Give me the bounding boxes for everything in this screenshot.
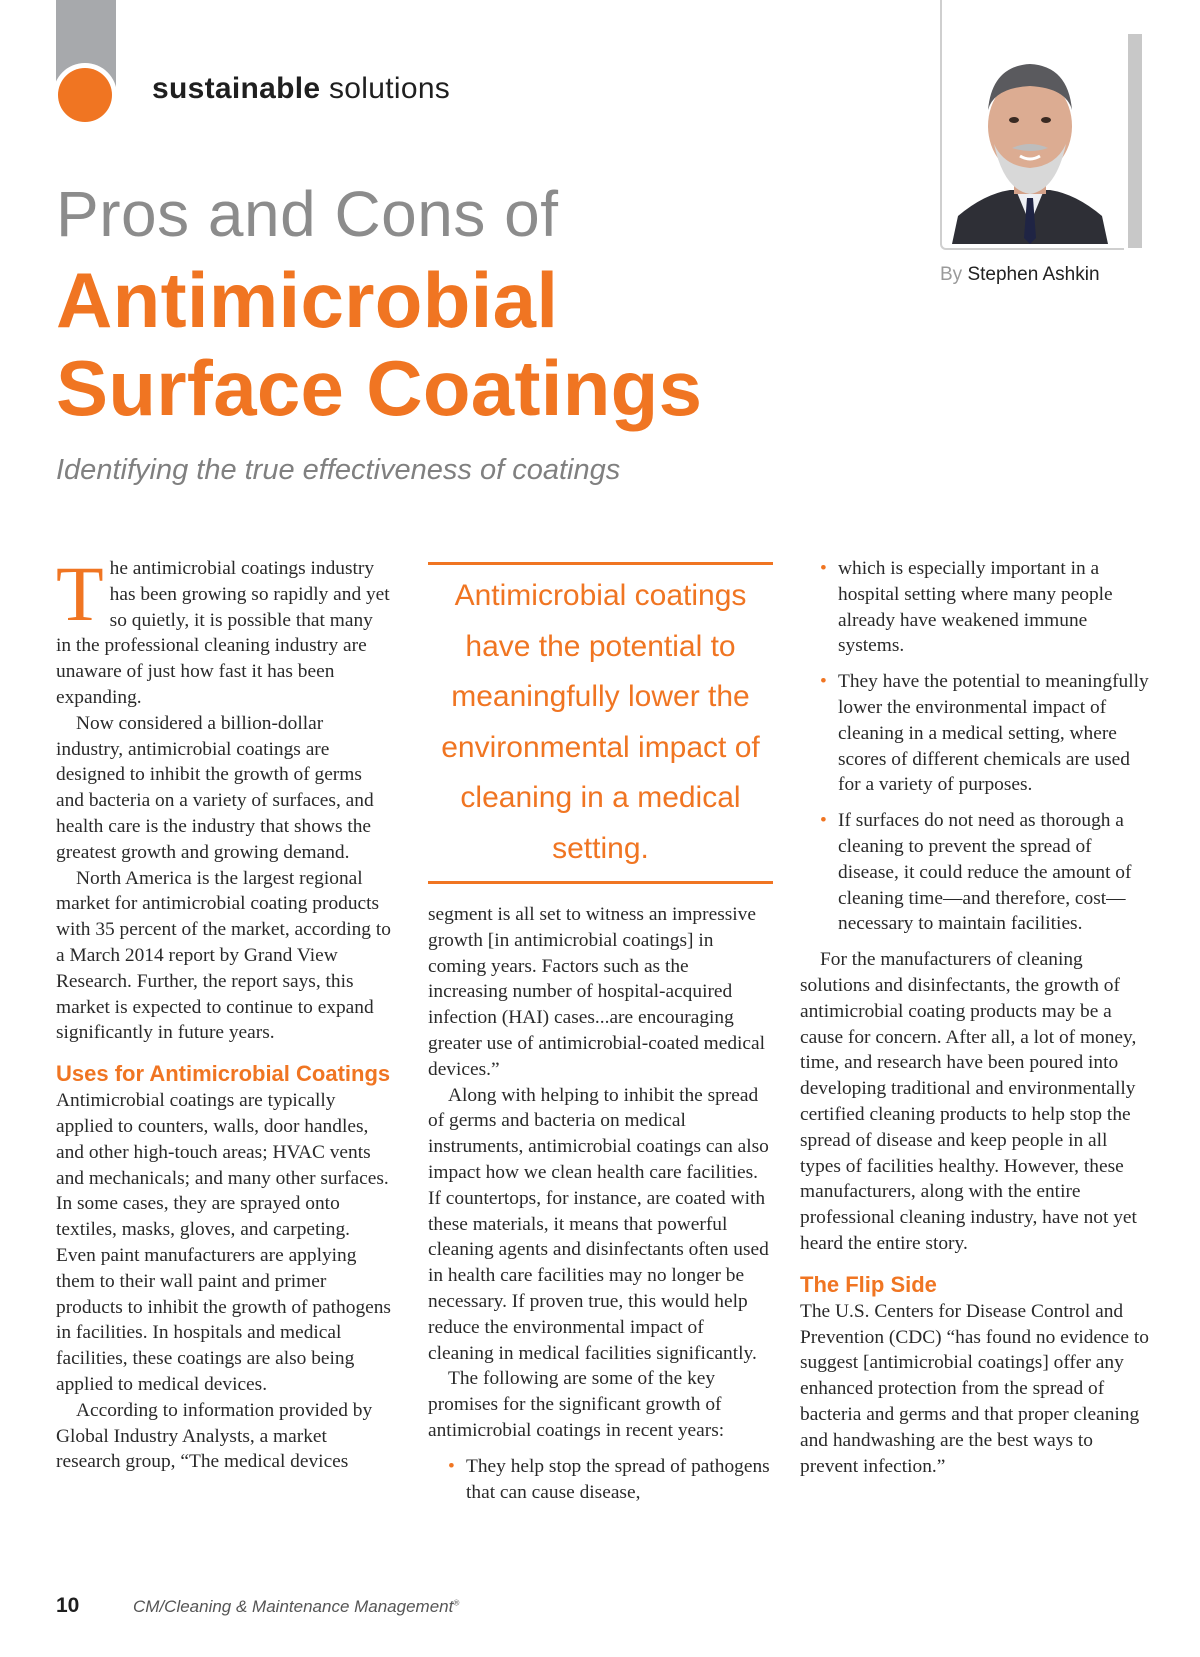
intro-paragraph	[56, 550, 392, 711]
author-photo	[944, 48, 1116, 244]
publication-title: CM/Cleaning & Maintenance Management	[133, 1597, 454, 1616]
body-paragraph: segment is all set to witness an impressive growth [in antimicrobial coatings] in coming years. Factors such as the increasing number of hospital-acquired infection (HAI) cases...are encouraging greater use of antimicrobial-coated medical devices.”	[428, 904, 766, 1080]
intro-text: he antimicrobial coatings industry has been growing so rapidly and yet so quietly, it is possible that many in the professional cleaning industry are unaware of just how fast it has been expanding.	[56, 558, 390, 708]
promises-list	[800, 669, 1150, 798]
body-paragraph: Antimicrobial coatings are typically applied to counters, walls, door handles, and other high-touch areas; HVAC vents and mechanicals; and many other surfaces. In some cases, they are sprayed onto textiles, masks, gloves, and carpeting. Even paint manufacturers are applying them to their wall paint and primer products to inhibit the growth of pathogens in facilities. In hospitals and medical facilities, these coatings are also being applied to medical devices.	[56, 1090, 391, 1395]
article-column-2	[428, 902, 773, 1505]
list-item: • They have the potential to meaningfully lower the environmental impact of cleaning in a medical setting, where scores of different chemicals are used for a variety of purposes.	[800, 669, 1150, 798]
drop-cap: T	[56, 550, 104, 637]
subheading-uses: Uses for Antimicrobial Coatings	[56, 1061, 391, 1087]
byline	[940, 264, 1100, 286]
list-item-text: which is especially important in a hospital setting where many people already have weakened immune systems.	[838, 558, 1113, 657]
subheading-flip-side: The Flip Side	[800, 1271, 937, 1297]
section-label-bold: sustainable	[152, 72, 321, 105]
body-paragraph: The U.S. Centers for Disease Control and Prevention (CDC) “has found no evidence to suggest [antimicrobial coatings] offer any enhanced protection from the spread of bacteria and germs and that proper cleaning and handwashing are the best ways to prevent infection.”	[800, 1300, 1149, 1477]
body-paragraph: The following are some of the key promises for the significant growth of antimicrobial coatings in recent years:	[428, 1368, 725, 1441]
section-dot-icon	[58, 68, 112, 122]
promises-list	[800, 808, 1150, 937]
publication-name	[133, 1597, 459, 1617]
list-item-continued	[800, 556, 1150, 659]
body-paragraph: For the manufacturers of cleaning solutions and disinfectants, the growth of antimicrobial coating products may be a cause for concern. After all, a lot of money, time, and research have been poured into developing traditional and environmentally certified cleaning products to help stop the spread of disease and keep people in all types of facilities healthy. However, these manufacturers, along with the entire professional cleaning industry, have not yet heard the entire story.	[800, 949, 1137, 1254]
byline-author: Stephen Ashkin	[967, 264, 1100, 285]
registered-mark: ®	[453, 1598, 460, 1608]
list-item: • They help stop the spread of pathogens that can cause disease,	[428, 1454, 773, 1506]
promises-list	[428, 1454, 773, 1506]
promises-list-continued	[800, 556, 1150, 659]
pull-quote: Antimicrobial coatings have the potential to meaningfully lower the environmental impact of cleaning in a medical setting.	[428, 562, 773, 884]
body-paragraph: According to information provided by Global Industry Analysts, a market research group, “The medical devices	[56, 1399, 373, 1473]
section-label	[152, 72, 450, 106]
article-column-3	[800, 556, 1150, 1479]
title-line-1: Pros and Cons of	[56, 178, 559, 250]
article-column-1	[56, 550, 392, 1475]
headline	[56, 256, 702, 432]
title-line-2: Antimicrobial	[56, 256, 559, 344]
section-label-rest: solutions	[329, 72, 451, 105]
photo-frame-strip	[1128, 34, 1142, 248]
list-item: • If surfaces do not need as thorough a cleaning to prevent the spread of disease, it could reduce the amount of cleaning time—and therefore, cost—necessary to maintain facilities.	[800, 808, 1150, 937]
body-paragraph: Now considered a billion-dollar industry, antimicrobial coatings are designed to inhibit the growth of germs and bacteria on a variety of surfaces, and health care is the industry that shows the greatest growth and growing demand.	[56, 712, 374, 863]
body-paragraph: North America is the largest regional market for antimicrobial coating products with 35 percent of the market, according to a March 2014 report by Grand View Research. Further, the report says, this market is expected to continue to expand significantly in future years.	[56, 867, 391, 1044]
title-line-3: Surface Coatings	[56, 344, 703, 432]
body-paragraph: Along with helping to inhibit the spread of germs and bacteria on medical instruments, antimicrobial coatings can also impact how we clean health care facilities. If countertops, for instance, are coated with these materials, it means that powerful cleaning agents and disinfectants often used in health care facilities may no longer be necessary. If proven true, this would help reduce the environmental impact of cleaning in medical facilities significantly.	[428, 1084, 769, 1364]
subtitle: Identifying the true effectiveness of coatings	[56, 454, 621, 486]
page-number: 10	[56, 1594, 80, 1617]
byline-prefix: By	[940, 264, 963, 285]
